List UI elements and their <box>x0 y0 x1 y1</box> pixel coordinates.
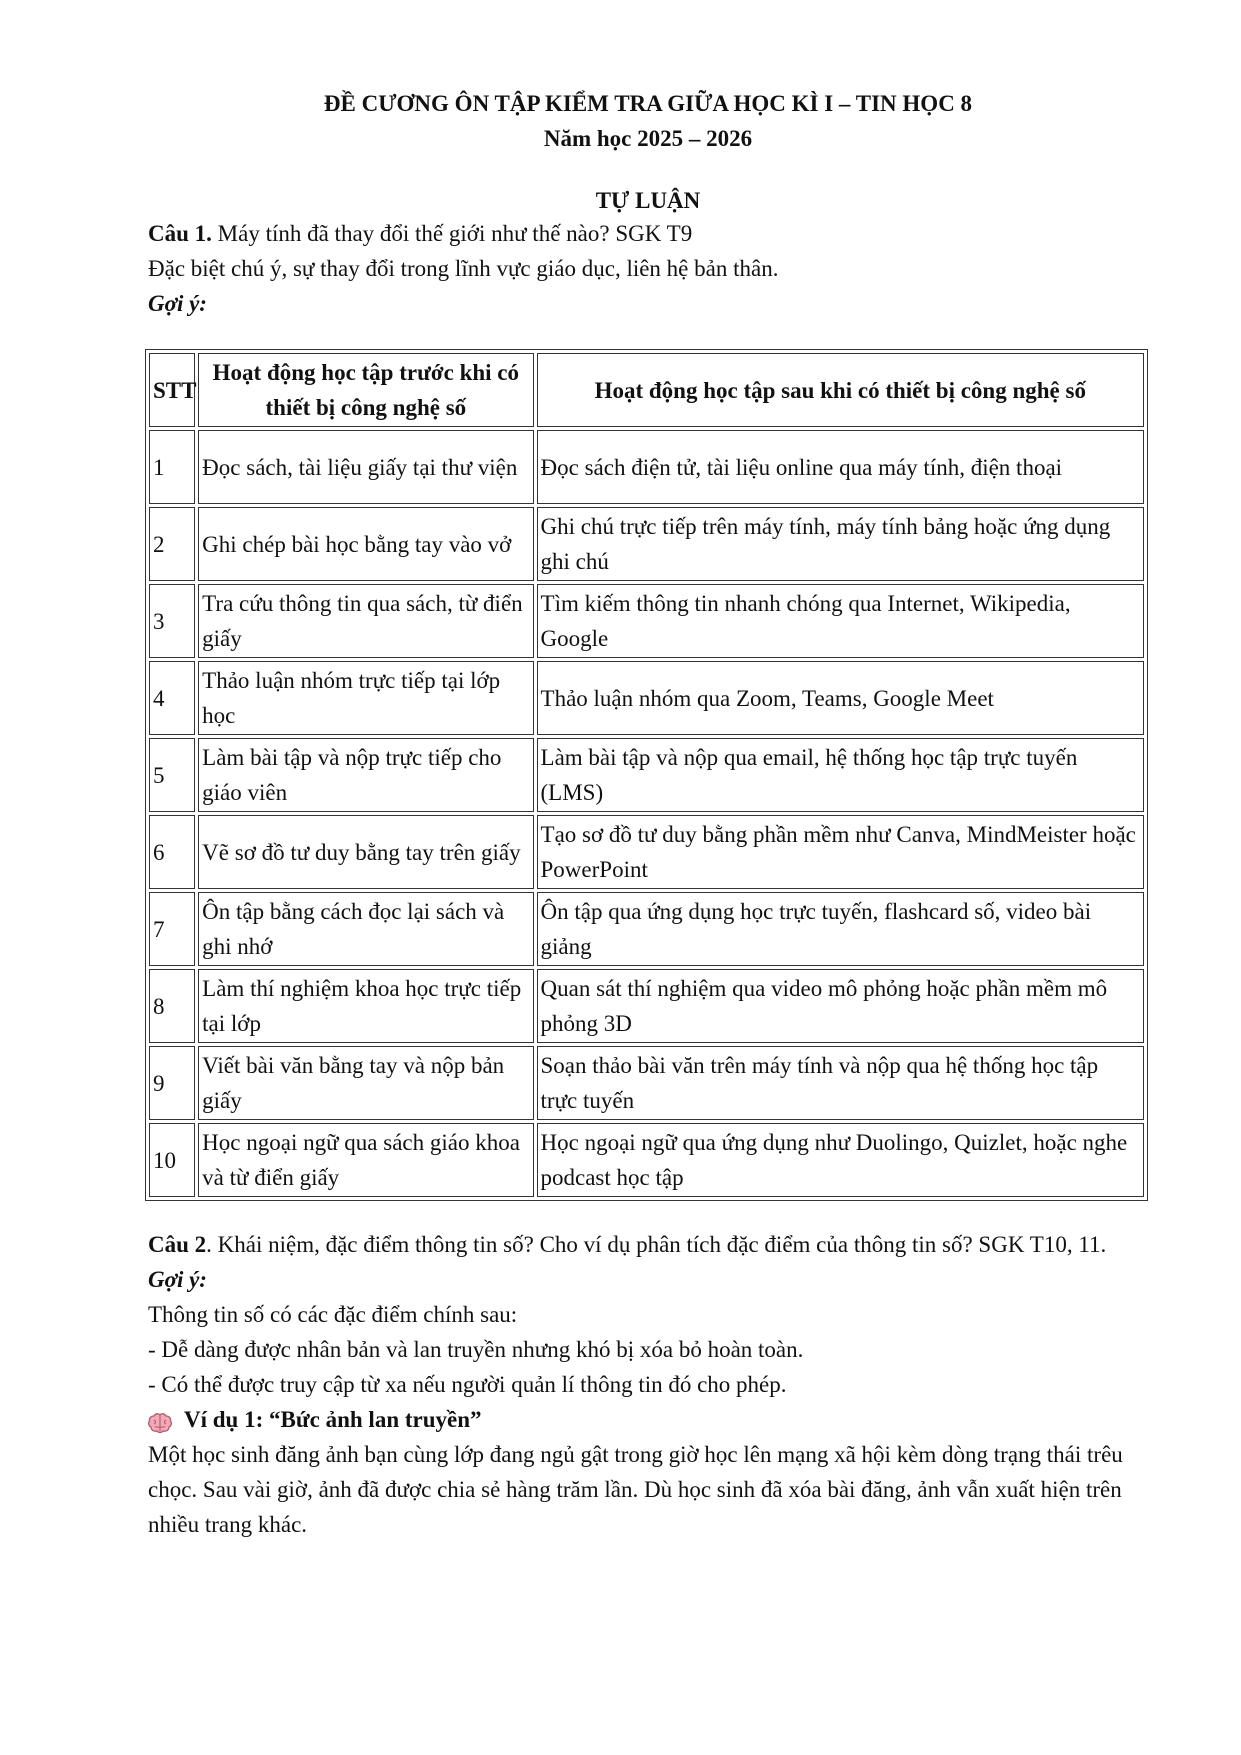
cell-stt: 5 <box>149 738 195 812</box>
question-2-label: Câu 2 <box>148 1232 207 1257</box>
cell-before: Làm bài tập và nộp trực tiếp cho giáo viên <box>198 738 533 812</box>
cell-stt: 9 <box>149 1046 195 1120</box>
cell-before: Học ngoại ngữ qua sách giáo khoa và từ điển giấy <box>198 1123 533 1197</box>
section-heading: TỰ LUẬN <box>595 188 701 213</box>
table-row <box>149 815 1144 889</box>
question-1-hint: Gợi ý: <box>148 291 207 316</box>
cell-stt: 6 <box>149 815 195 889</box>
question-1 <box>148 216 1148 251</box>
cell-after: Thảo luận nhóm qua Zoom, Teams, Google Meet <box>537 661 1144 735</box>
table-row <box>149 738 1144 812</box>
cell-after: Tìm kiếm thông tin nhanh chóng qua Internet, Wikipedia, Google <box>537 584 1144 658</box>
question-2-hint: Gợi ý: <box>148 1267 207 1292</box>
cell-after: Ghi chú trực tiếp trên máy tính, máy tính bảng hoặc ứng dụng ghi chú <box>537 507 1144 581</box>
cell-after: Đọc sách điện tử, tài liệu online qua máy tính, điện thoại <box>537 430 1144 504</box>
feature-item: - Có thể được truy cập từ xa nếu người quản lí thông tin đó cho phép. <box>148 1372 787 1397</box>
cell-before: Ghi chép bài học bằng tay vào vở <box>198 507 533 581</box>
cell-after: Ôn tập qua ứng dụng học trực tuyến, flashcard số, video bài giảng <box>537 892 1144 966</box>
question-2 <box>148 1227 1148 1262</box>
question-2-intro: Thông tin số có các đặc điểm chính sau: <box>148 1302 518 1327</box>
table-row <box>149 1123 1144 1197</box>
cell-stt: 10 <box>149 1123 195 1197</box>
cell-before: Đọc sách, tài liệu giấy tại thư viện <box>198 430 533 504</box>
cell-before: Ôn tập bằng cách đọc lại sách và ghi nhớ <box>198 892 533 966</box>
brain-icon <box>148 1409 172 1431</box>
header-after: Hoạt động học tập sau khi có thiết bị công nghệ số <box>537 353 1144 427</box>
cell-after: Soạn thảo bài văn trên máy tính và nộp qua hệ thống học tập trực tuyến <box>537 1046 1144 1120</box>
cell-before: Làm thí nghiệm khoa học trực tiếp tại lớp <box>198 969 533 1043</box>
table-row <box>149 430 1144 504</box>
school-year: Năm học 2025 – 2026 <box>543 126 753 151</box>
cell-after: Quan sát thí nghiệm qua video mô phỏng hoặc phần mềm mô phỏng 3D <box>537 969 1144 1043</box>
table-row <box>149 1046 1144 1120</box>
table-row <box>149 892 1144 966</box>
header-stt: STT <box>149 353 195 427</box>
question-1-label: Câu 1. <box>148 221 212 246</box>
cell-stt: 4 <box>149 661 195 735</box>
table-row <box>149 507 1144 581</box>
question-1-text: Máy tính đã thay đổi thế giới như thế nào? SGK T9 <box>211 221 693 246</box>
table-row <box>149 584 1144 658</box>
question-2-block <box>148 1227 1148 1542</box>
example-title: Ví dụ 1: “Bức ảnh lan truyền” <box>184 1407 482 1432</box>
document-page <box>148 86 1148 1542</box>
example-heading <box>148 1402 1148 1437</box>
question-1-note: Đặc biệt chú ý, sự thay đổi trong lĩnh vực giáo dục, liên hệ bản thân. <box>148 256 779 281</box>
question-2-text: . Khái niệm, đặc điểm thông tin số? Cho ví dụ phân tích đặc điểm của thông tin số? SGK T10, 11. <box>206 1232 1107 1257</box>
example-text: Một học sinh đăng ảnh bạn cùng lớp đang ngủ gật trong giờ học lên mạng xã hội kèm dòng trạng thái trêu chọc. Sau vài giờ, ảnh đã được chia sẻ hàng trăm lần. Dù học sinh đã xóa bài đăng, ảnh vẫn xuất hiện trên nhiều trang khác. <box>148 1442 1123 1537</box>
cell-after: Tạo sơ đồ tư duy bằng phần mềm như Canva, MindMeister hoặc PowerPoint <box>537 815 1144 889</box>
feature-item: - Dễ dàng được nhân bản và lan truyền nhưng khó bị xóa bỏ hoàn toàn. <box>148 1337 804 1362</box>
table-row <box>149 661 1144 735</box>
cell-before: Viết bài văn bằng tay và nộp bản giấy <box>198 1046 533 1120</box>
document-title: ĐỀ CƯƠNG ÔN TẬP KIỂM TRA GIỮA HỌC KÌ I – TIN HỌC 8 <box>323 91 973 116</box>
cell-after: Làm bài tập và nộp qua email, hệ thống học tập trực tuyến (LMS) <box>537 738 1144 812</box>
cell-stt: 7 <box>149 892 195 966</box>
cell-before: Thảo luận nhóm trực tiếp tại lớp học <box>198 661 533 735</box>
cell-before: Vẽ sơ đồ tư duy bằng tay trên giấy <box>198 815 533 889</box>
cell-after: Học ngoại ngữ qua ứng dụng như Duolingo, Quizlet, hoặc nghe podcast học tập <box>537 1123 1144 1197</box>
cell-before: Tra cứu thông tin qua sách, từ điển giấy <box>198 584 533 658</box>
table-header-row <box>149 353 1144 427</box>
header-before: Hoạt động học tập trước khi có thiết bị công nghệ số <box>198 353 533 427</box>
cell-stt: 2 <box>149 507 195 581</box>
comparison-table <box>145 349 1148 1201</box>
cell-stt: 8 <box>149 969 195 1043</box>
cell-stt: 3 <box>149 584 195 658</box>
table-row <box>149 969 1144 1043</box>
cell-stt: 1 <box>149 430 195 504</box>
